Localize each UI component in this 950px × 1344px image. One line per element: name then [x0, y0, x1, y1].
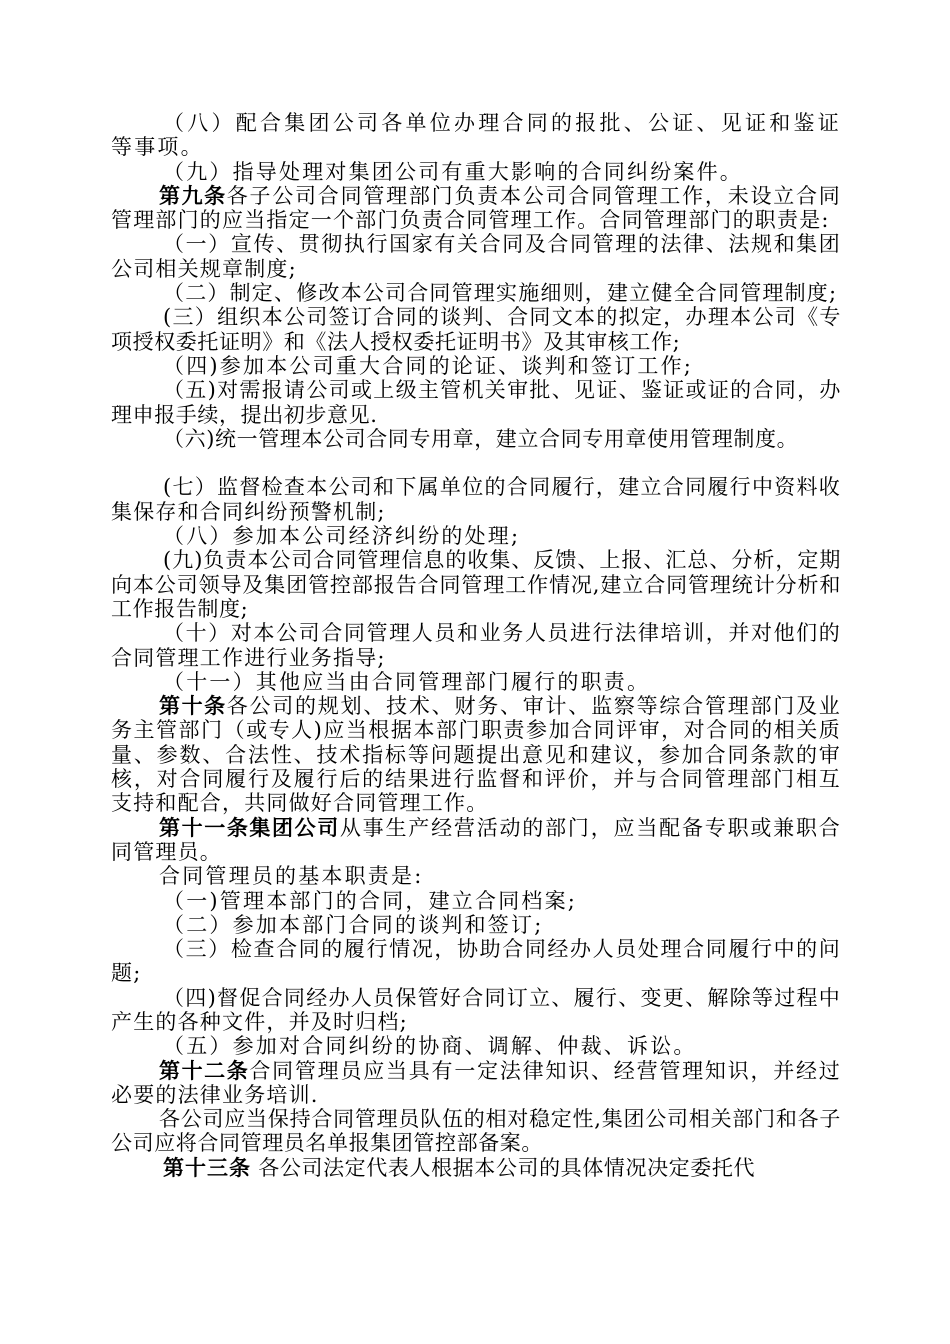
paragraph-text: （二）参加本部门合同的谈判和签订; [163, 912, 544, 937]
paragraph [111, 354, 841, 378]
paragraph-text: 合同管理员的基本职责是: [159, 864, 424, 889]
paragraph-text: （二）制定、修改本公司合同管理实施细则，建立健全合同管理制度; [163, 281, 838, 306]
paragraph [111, 111, 841, 160]
article-paragraph [111, 1059, 841, 1108]
article-paragraph [111, 816, 841, 865]
paragraph [111, 378, 841, 427]
paragraph-text: （一）宣传、贯彻执行国家有关合同及合同管理的法律、法规和集团公司相关规章制度; [111, 232, 841, 281]
blank-line [111, 451, 841, 475]
paragraph [111, 475, 841, 524]
paragraph [111, 913, 841, 937]
paragraph [111, 1107, 841, 1156]
paragraph-text: （三）检查合同的履行情况，协助合同经办人员处理合同履行中的问题; [111, 937, 841, 986]
document-body [111, 111, 841, 1180]
paragraph-text: （五）参加对合同纠纷的协商、调解、仲裁、诉讼。 [163, 1034, 697, 1059]
paragraph-text: （八）参加本公司经济纠纷的处理; [163, 524, 521, 549]
paragraph-text: （九）指导处理对集团公司有重大影响的合同纠纷案件。 [163, 159, 743, 184]
paragraph [111, 621, 841, 670]
paragraph [111, 864, 841, 888]
paragraph-text: 各公司的规划、技术、财务、审计、监察等综合管理部门及业务主管部门（或专人)应当根据本部门职责参加合同评审，对合同的相关质量、参数、合法性、技术指标等问题提出意见和建议，参加合同条款的审核，对合同履行及履行后的结果进行监督和评价，并与合同管理部门相互支持和配合，共同做好合同管理工作。 [111, 694, 841, 816]
article-paragraph [111, 184, 841, 233]
paragraph [111, 1034, 841, 1058]
paragraph [111, 524, 841, 548]
paragraph [111, 937, 841, 986]
paragraph [111, 889, 841, 913]
article-heading: 第十二条 [159, 1058, 250, 1083]
paragraph-text: （四)督促合同经办人员保管好合同订立、履行、变更、解除等过程中产生的各种文件，并及时归档; [111, 985, 841, 1034]
paragraph-text: （一)管理本部门的合同，建立合同档案; [163, 888, 578, 913]
paragraph-text: 各公司法定代表人根据本公司的具体情况决定委托代 [251, 1155, 756, 1180]
paragraph-text: （四)参加本公司重大合同的论证、谈判和签订工作; [163, 353, 694, 378]
article-heading: 第十一条集团公司 [159, 815, 340, 840]
paragraph-text: （十一）其他应当由合同管理部门履行的职责。 [163, 669, 651, 694]
paragraph [111, 986, 841, 1035]
paragraph-text: 从事生产经营活动的部门，应当配备专职或兼职合同管理员。 [111, 815, 841, 864]
article-paragraph [111, 1156, 841, 1180]
paragraph-text: （十）对本公司合同管理人员和业务人员进行法律培训，并对他们的合同管理工作进行业务指导; [111, 621, 841, 670]
paragraph-text: （八）配合集团公司各单位办理合同的报批、公证、见证和鉴证 等事项。 [111, 111, 841, 160]
paragraph-text: 各子公司合同管理部门负责本公司合同管理工作，未设立合同管理部门的应当指定一个部门负责合同管理工作。合同管理部门的职责是: [111, 183, 841, 233]
paragraph [111, 305, 841, 354]
paragraph [111, 548, 841, 621]
paragraph-text: (七）监督检查本公司和下属单位的合同履行，建立合同履行中资料收集保存和合同纠纷预警机制; [111, 475, 841, 524]
paragraph-text: （六)统一管理本公司合同专用章，建立合同专用章使用管理制度。 [163, 426, 799, 451]
paragraph-text: 各公司应当保持合同管理员队伍的相对稳定性,集团公司相关部门和各子公司应将合同管理员名单报集团管控部备案。 [111, 1107, 841, 1156]
article-heading: 第十条 [159, 694, 227, 719]
paragraph [111, 160, 841, 184]
paragraph-text: (九)负责本公司合同管理信息的收集、反馈、上报、汇总、分析，定期向本公司领导及集团管控部报告合同管理工作情况,建立合同管理统计分析和工作报告制度; [111, 548, 841, 621]
paragraph-text: (三）组织本公司签订合同的谈判、合同文本的拟定，办理本公司《专项授权委托证明》和《法人授权委托证明书》及其审核工作; [111, 305, 841, 354]
paragraph-text: （五)对需报请公司或上级主管机关审批、见证、鉴证或证的合同，办理申报手续，提出初步意见. [111, 378, 841, 427]
article-paragraph [111, 694, 841, 815]
paragraph-text: 合同管理员应当具有一定法律知识、经营管理知识，并经过必要的法律业务培训. [111, 1058, 842, 1107]
paragraph [111, 427, 841, 451]
article-heading: 第十三条 [163, 1155, 251, 1180]
article-heading: 第九条 [159, 183, 227, 208]
paragraph [111, 670, 841, 694]
paragraph [111, 232, 841, 281]
paragraph [111, 281, 841, 305]
